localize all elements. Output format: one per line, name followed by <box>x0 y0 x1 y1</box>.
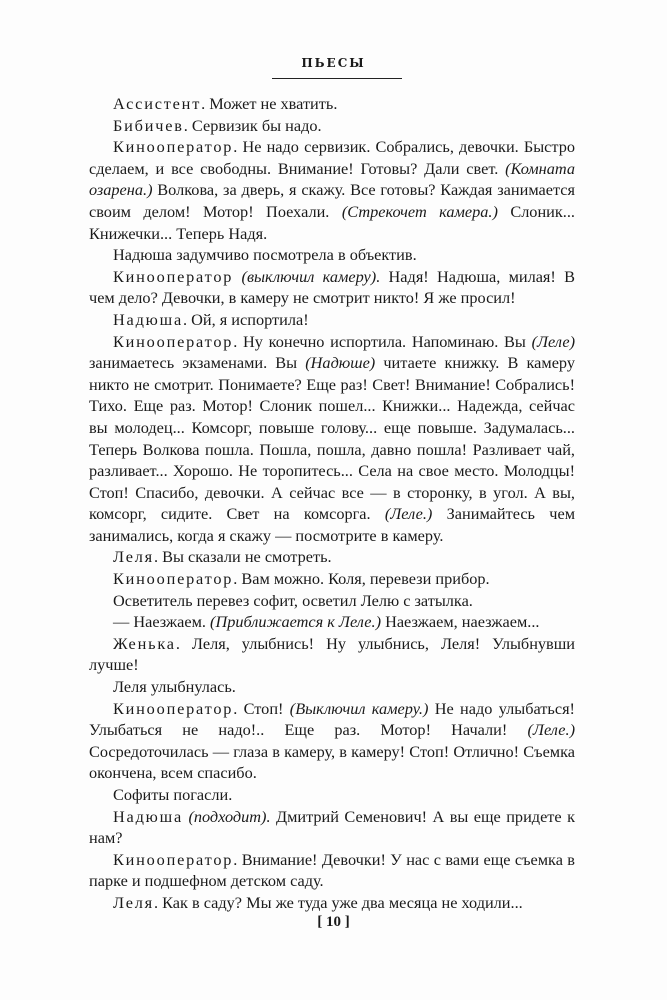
paragraph <box>89 331 575 547</box>
speaker-name: Надюша <box>113 309 183 329</box>
paragraph <box>89 115 575 137</box>
paragraph <box>89 806 575 849</box>
text-segment: занимаетесь экзаменами. Вы <box>89 353 306 373</box>
paragraph <box>89 136 575 244</box>
text-segment: . Сервизик бы надо. <box>183 115 322 135</box>
header-rule <box>272 78 402 79</box>
stage-direction: (Леле.) <box>384 504 433 524</box>
paragraph <box>89 611 575 633</box>
text-segment: . Леля, улыбнись! Ну улыбнись, Леля! Улыбнувши лучше! <box>89 633 575 675</box>
text-segment: Слоник... Книжечки... Теперь Надя. <box>89 201 575 243</box>
paragraph <box>89 676 575 698</box>
text-segment: . Стоп! <box>233 698 290 718</box>
paragraph <box>89 849 575 892</box>
text-segment: . Как в саду? Мы же туда уже два месяца не ходили... <box>153 892 523 912</box>
paragraph <box>89 590 575 612</box>
text-segment: Осветитель перевез софит, осветил Лелю с затылка. <box>113 590 473 610</box>
speaker-name: Кинооператор <box>113 331 234 351</box>
text-segment: — Наезжаем. <box>113 612 211 632</box>
stage-direction: (Комната озарена.) <box>89 158 575 200</box>
paragraph <box>89 309 575 331</box>
speaker-name: Женька <box>113 633 176 653</box>
text-segment: Надя! Надюша, милая! В чем дело? Девочки, в камеру не смотрит никто! Я же просил! <box>89 266 575 308</box>
text-segment: Дмитрий Семенович! А вы еще придете к нам? <box>89 806 575 848</box>
speaker-name: Кинооператор <box>113 266 234 286</box>
stage-direction: (Надюше) <box>305 353 376 373</box>
text-segment: читаете книжку. В камеру никто не смотрит. Понимаете? Еще раз! Свет! Внимание! Собрались! Тихо. Еще раз. Мотор! Слоник пошел... Книжки... Надежда, сейчас вы молодец... Комсорг, повыше голову... еще повыше. Задумалась... Теперь Волкова пошла. Пошла, пошла, давно пошла! Разливает чай, разливает... Хорошо. Не торопитесь... Села на свое место. Молодцы! Стоп! Спасибо, девочки. А сейчас все — в сторонку, в угол. А вы, комсорг, сидите. Свет на комсорга. <box>89 353 575 524</box>
paragraph <box>89 784 575 806</box>
stage-direction: (Леле) <box>531 331 575 351</box>
speaker-name: Кинооператор <box>113 849 234 869</box>
text-segment: Не надо улыбаться! Улыбаться не надо!.. Еще раз. Мотор! Начали! <box>89 698 575 740</box>
stage-direction: (Выключил камеру.) <box>289 698 429 718</box>
text-segment: . Ой, я испортила! <box>183 309 309 329</box>
running-head: ПЬЕСЫ <box>301 56 366 70</box>
paragraph <box>89 892 575 914</box>
paragraph <box>89 244 575 266</box>
stage-direction: (подходит). <box>188 806 271 826</box>
text-segment: Леля улыбнулась. <box>113 677 236 697</box>
text-segment: Наезжаем, наезжаем... <box>381 612 540 632</box>
speaker-name: Кинооператор <box>113 137 234 157</box>
paragraph <box>89 698 575 784</box>
text-segment: . Вы сказали не смотреть. <box>153 547 332 567</box>
text-segment: . Ну конечно испортила. Напоминаю. Вы <box>233 331 532 351</box>
paragraph <box>89 546 575 568</box>
stage-direction: (Приближается к Леле.) <box>210 612 381 632</box>
text-segment: Софиты погасли. <box>113 785 233 804</box>
speaker-name: Кинооператор <box>113 569 234 589</box>
paragraph <box>89 266 575 309</box>
stage-direction: (выключил камеру). <box>241 266 381 286</box>
speaker-name: Кинооператор <box>113 698 234 718</box>
speaker-name: Леля <box>113 547 154 567</box>
speaker-name: Бибичев <box>113 115 184 135</box>
paragraph <box>89 633 575 676</box>
text-segment: . Может не хватить. <box>201 94 338 113</box>
paragraph <box>89 93 575 115</box>
paragraph <box>89 568 575 590</box>
text-segment: Занимайтесь чем занимались, когда я скажу — посмотрите в камеру. <box>89 504 575 545</box>
text-segment: . Не надо сервизик. Собрались, девочки. Быстро сделаем, и все свободны. Внимание! Готовы? Дали свет. <box>89 137 575 178</box>
play-text-body <box>89 93 575 914</box>
text-segment: . Вам можно. Коля, перевези прибор. <box>233 569 490 589</box>
stage-direction: (Стрекочет камера.) <box>341 201 498 221</box>
text-segment: Волкова, за дверь, я скажу. Все готовы? Каждая занимается своим делом! Мотор! Поехали. <box>89 180 575 221</box>
text-segment <box>233 267 241 286</box>
speaker-name: Надюша <box>113 806 183 826</box>
text-segment: Сосредоточилась — глаза в камеру, в камеру! Стоп! Отлично! Съемка окончена, всем спасибо. <box>89 741 575 783</box>
text-segment: . Внимание! Девочки! У нас с вами еще съемка в парке и подшефном детском саду. <box>89 849 575 891</box>
speaker-name: Леля <box>113 892 154 912</box>
text-segment: Надюша задумчиво посмотрела в объектив. <box>113 245 417 265</box>
speaker-name: Ассистент <box>113 94 202 113</box>
page-number: [ 10 ] <box>317 914 350 930</box>
stage-direction: (Леле.) <box>527 720 575 740</box>
